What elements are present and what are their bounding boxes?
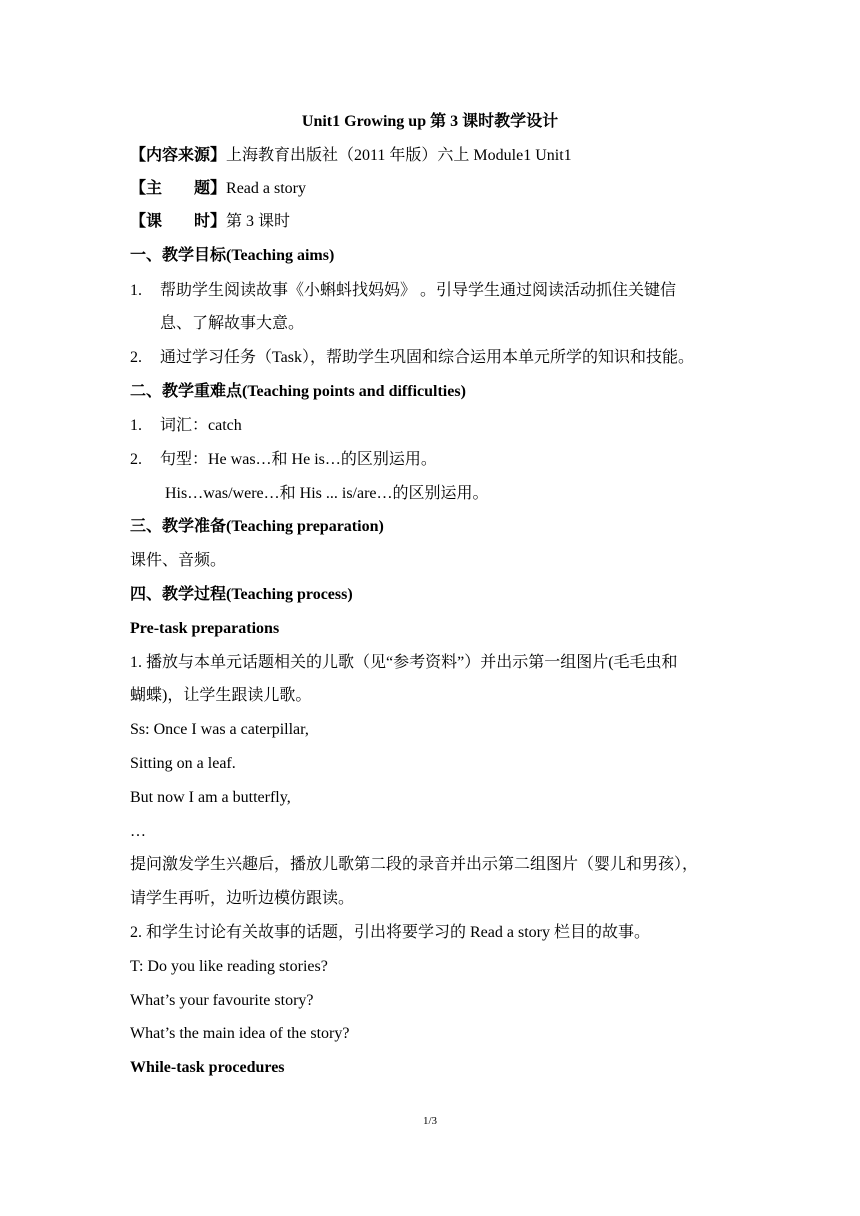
meta-period-label: 【课 时】 [130,213,227,230]
question-line-3: What’s the main idea of the story? [130,1025,350,1042]
question-line-2: What’s your favourite story? [130,992,314,1009]
question-line-1: T: Do you like reading stories? [130,958,328,975]
section1-item-2-text: 通过学习任务（Task），帮助学生巩固和综合运用本单元所学的知识和技能。 [160,349,694,366]
document-title: Unit1 Growing up 第 3 课时教学设计 [301,113,559,130]
pre-task-heading: Pre-task preparations [130,620,280,637]
song-line-2: Sitting on a leaf. [130,755,236,772]
section1-item-2 [130,348,694,368]
section2-heading: 二、教学重难点(Teaching points and difficulties) [130,383,466,400]
meta-source [130,146,572,166]
section2-item-1-text: 词汇：catch [160,417,242,434]
pre-task-step1-line3: 提问激发学生兴趣后，播放儿歌第二段的录音并出示第二组图片（婴儿和男孩）， [130,856,699,873]
section4-heading: 四、教学过程(Teaching process) [130,586,353,603]
section1-item-1 [130,281,676,301]
section1-item-1-num: 1. [130,282,142,299]
section2-item-1 [130,416,242,436]
pre-task-step1-line2: 蝴蝶)，让学生跟读儿歌。 [130,687,312,704]
section3-text: 课件、音频。 [130,552,227,569]
meta-topic-label: 【主 题】 [130,180,227,197]
meta-source-label: 【内容来源】 [130,147,227,164]
section2-item-1-num: 1. [130,417,142,434]
song-line-4: … [130,823,146,840]
meta-period-value: 第 3 课时 [226,213,291,230]
song-line-3: But now I am a butterfly, [130,789,291,806]
meta-source-value: 上海教育出版社（2011 年版）六上 Module1 Unit1 [226,147,572,164]
section2-item-2-num: 2. [130,451,142,468]
section2-item-2-text: 句型：He was…和 He is…的区别运用。 [160,451,437,468]
while-task-heading: While-task procedures [130,1059,285,1076]
pre-task-step1-line1: 1. 播放与本单元话题相关的儿歌（见“参考资料”）并出示第一组图片(毛毛虫和 [130,654,678,671]
section2-item-2-cont: His…was/were…和 His ... is/are…的区别运用。 [165,485,489,502]
song-line-1: Ss: Once I was a caterpillar, [130,721,309,738]
section1-item-2-num: 2. [130,349,142,366]
meta-topic-value: Read a story [226,180,306,197]
pre-task-step1-line4: 请学生再听，边听边模仿跟读。 [130,890,355,907]
meta-topic [130,179,306,199]
page-number: 1/3 [422,1115,438,1127]
section2-item-2 [130,450,437,470]
pre-task-step2: 2. 和学生讨论有关故事的话题，引出将要学习的 Read a story 栏目的故事。 [130,924,650,941]
section1-item-1-cont: 息、了解故事大意。 [160,315,305,332]
section1-heading: 一、教学目标(Teaching aims) [130,247,335,264]
meta-period [130,212,290,232]
section1-item-1-text: 帮助学生阅读故事《小蝌蚪找妈妈》 。引导学生通过阅读活动抓住关键信 [160,282,677,299]
section3-heading: 三、教学准备(Teaching preparation) [130,518,384,535]
